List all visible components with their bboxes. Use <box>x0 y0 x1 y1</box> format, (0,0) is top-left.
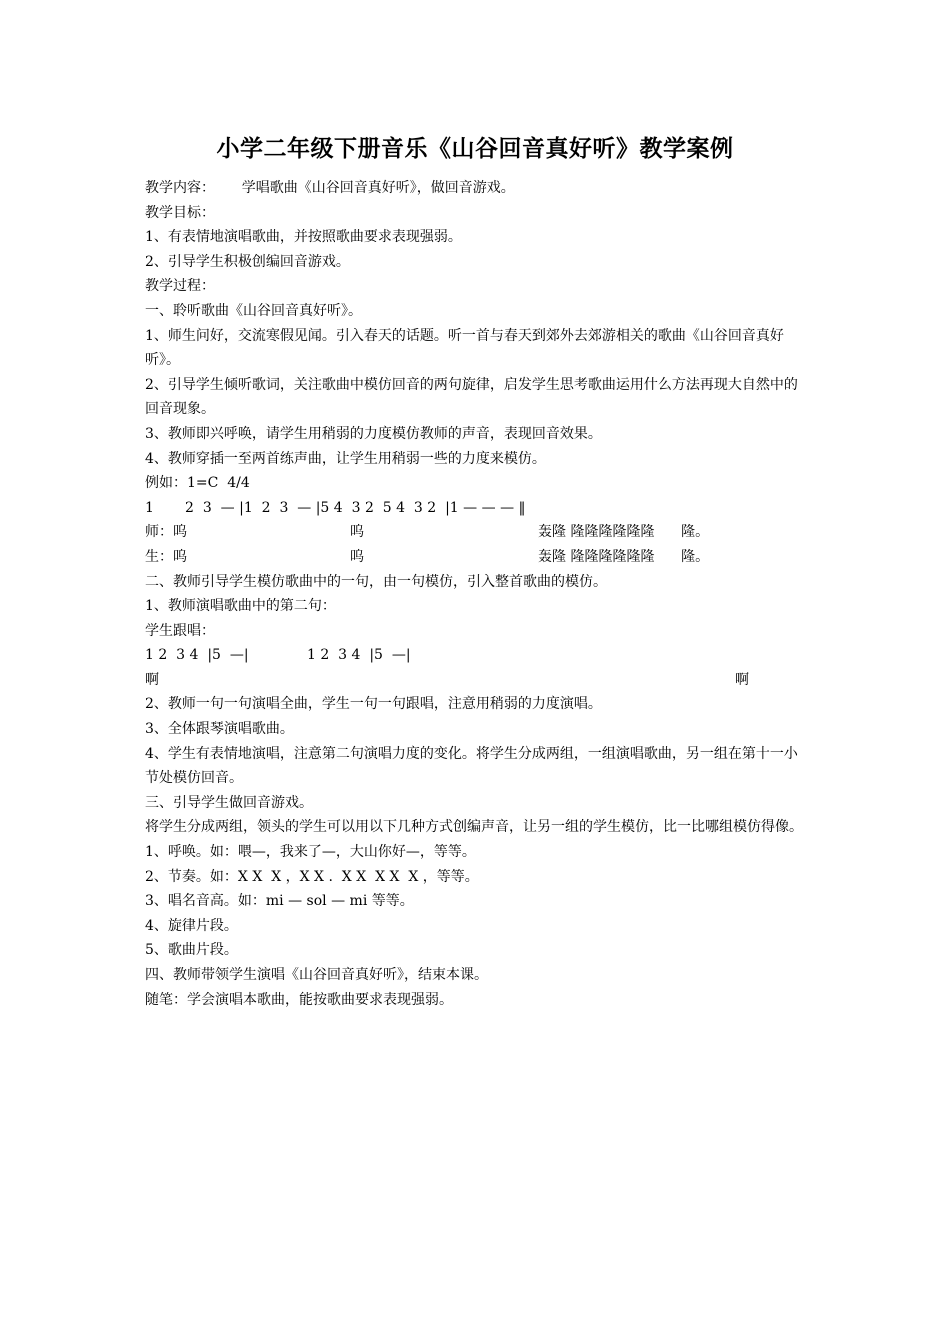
text-paragraph: 1、师生问好，交流寒假见闻。引入春天的话题。听一首与春天到郊外去郊游相关的歌曲《山谷回音真好听》。 <box>145 327 784 369</box>
text-line: 2、引导学生积极创编回音游戏。 <box>145 253 350 270</box>
text-line: 5、歌曲片段。 <box>145 942 238 959</box>
teacher-lyrics-row <box>145 520 810 545</box>
teacher-lyric-end: 轰隆 隆隆隆隆隆隆 隆。 <box>538 524 710 541</box>
text-line: 2、节奏。如：X X X ，X X . X X X X X ，等等。 <box>145 868 479 885</box>
student-lyric-mid: 呜 <box>350 548 364 565</box>
text-line: 1、有表情地演唱歌曲，并按照歌曲要求表现强弱。 <box>145 229 462 246</box>
text-paragraph: 将学生分成两组，领头的学生可以用以下几种方式创编声音，让另一组的学生模仿，比一比哪组模仿得像。 <box>145 819 803 836</box>
text-line: 教学过程： <box>145 278 215 295</box>
document-title: 小学二年级下册音乐《山谷回音真好听》教学案例 <box>216 136 734 162</box>
numbered-notation-line: 1 2 3 — |1 2 3 — |5 4 3 2 5 4 3 2 |1 — — — ‖ <box>145 499 526 516</box>
text-line: 1、教师演唱歌曲中的第二句： <box>145 598 336 615</box>
melody-phrase-1: 1 2 3 4 |5 —| <box>145 647 249 664</box>
melody-lyrics-row <box>145 668 810 693</box>
text-line: 3、教师即兴呼唤，请学生用稍弱的力度模仿教师的声音，表现回音效果。 <box>145 425 602 442</box>
text-line: 随笔：学会演唱本歌曲，能按歌曲要求表现强弱。 <box>145 991 453 1008</box>
teacher-lyric-start: 师：呜 <box>145 524 187 541</box>
text-line: 学生跟唱： <box>145 622 215 639</box>
document-body <box>145 176 810 1012</box>
text-line: 4、旋律片段。 <box>145 917 238 934</box>
student-lyrics-row <box>145 545 810 570</box>
text-line: 一、聆听歌曲《山谷回音真好听》。 <box>145 302 362 319</box>
text-line: 3、唱名音高。如：mi — sol — mi 等等。 <box>145 893 414 910</box>
student-lyric-end: 轰隆 隆隆隆隆隆隆 隆。 <box>538 548 710 565</box>
text-line: 三、引导学生做回音游戏。 <box>145 794 313 811</box>
text-line: 4、教师穿插一至两首练声曲，让学生用稍弱一些的力度来模仿。 <box>145 450 546 467</box>
melody-lyric-1: 啊 <box>145 671 159 688</box>
text-paragraph: 4、学生有表情地演唱，注意第二句演唱力度的变化。将学生分成两组，一组演唱歌曲，另一组在第十一小节处模仿回音。 <box>145 745 798 787</box>
text-line: 教学目标： <box>145 204 215 221</box>
text-line: 3、全体跟琴演唱歌曲。 <box>145 721 294 738</box>
melody-phrase-2: 1 2 3 4 |5 —| <box>307 647 411 664</box>
text-line: 四、教师带领学生演唱《山谷回音真好听》，结束本课。 <box>145 967 488 983</box>
melody-row <box>145 643 810 668</box>
teacher-lyric-mid: 呜 <box>350 524 364 541</box>
key-signature-line: 例如：1=C 4/4 <box>145 475 250 492</box>
melody-lyric-2: 啊 <box>735 671 749 688</box>
text-paragraph: 2、引导学生倾听歌词，关注歌曲中模仿回音的两句旋律，启发学生思考歌曲运用什么方法再现大自然中的回音现象。 <box>145 376 798 418</box>
text-line: 1、呼唤。如：喂—，我来了—，大山你好—，等等。 <box>145 844 476 861</box>
text-line: 教学内容： 学唱歌曲《山谷回音真好听》，做回音游戏。 <box>145 180 515 196</box>
student-lyric-start: 生：呜 <box>145 548 187 565</box>
text-line: 2、教师一句一句演唱全曲，学生一句一句跟唱，注意用稍弱的力度演唱。 <box>145 696 602 713</box>
text-line: 二、教师引导学生模仿歌曲中的一句，由一句模仿，引入整首歌曲的模仿。 <box>145 573 607 590</box>
